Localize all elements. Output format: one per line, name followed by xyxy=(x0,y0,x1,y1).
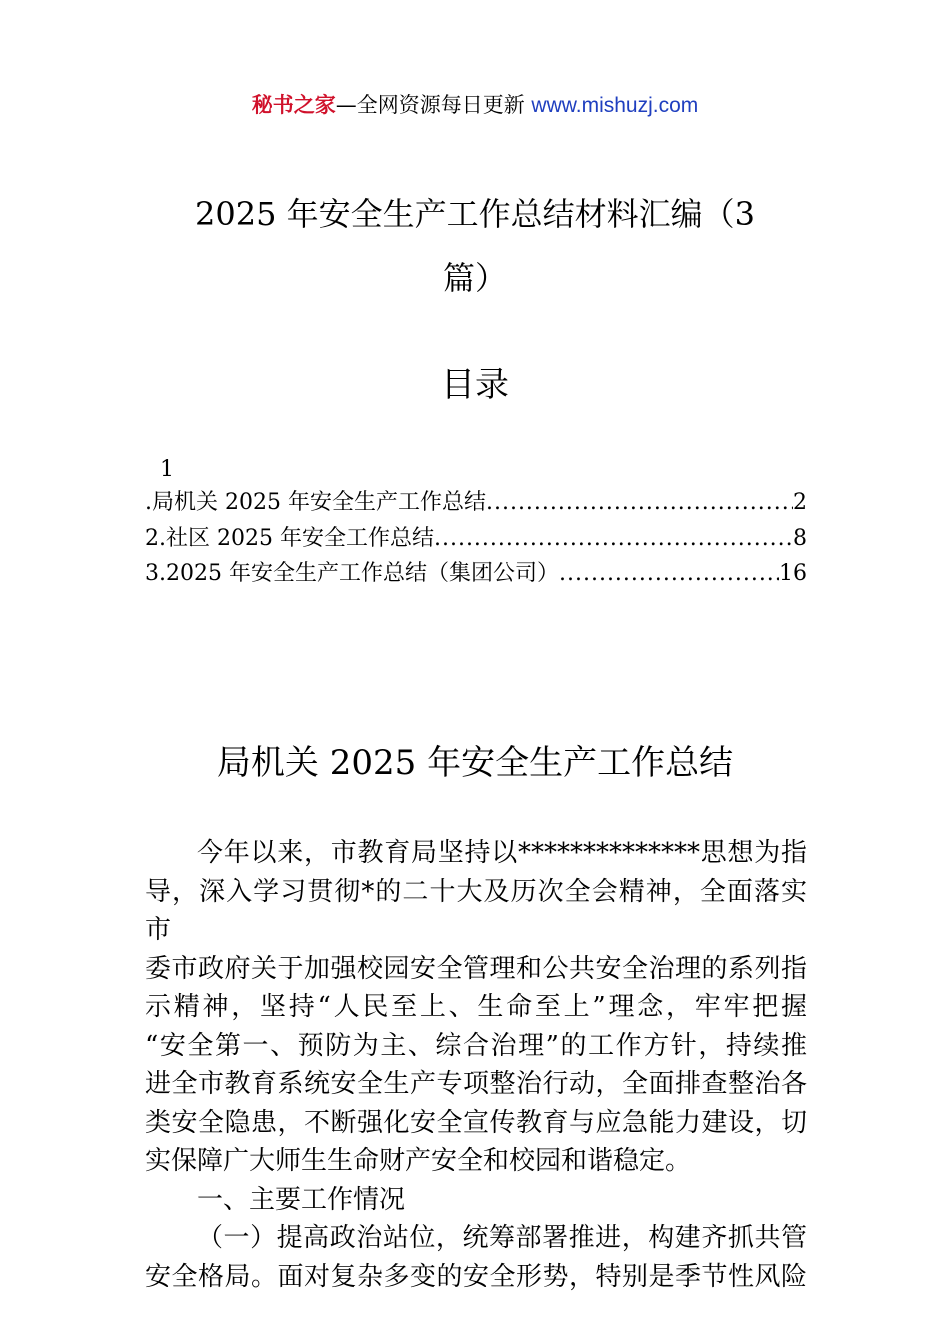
toc-entry-2[interactable] xyxy=(145,522,807,556)
toc-leader-dots xyxy=(486,486,793,520)
toc-entry-label: 3.2025 年安全生产工作总结（集团公司） xyxy=(145,561,559,586)
body-line: 类安全隐患，不断强化安全宣传教育与应急能力建设，切 xyxy=(145,1107,807,1138)
body-line: 安全格局。面对复杂多变的安全形势，特别是季节性风险 xyxy=(145,1261,807,1292)
toc-entry-page: 8 xyxy=(793,526,807,551)
section-title: 局机关 2025 年安全生产工作总结 xyxy=(216,743,734,783)
body-line: “安全第一、预防为主、综合治理”的工作方针，持续推 xyxy=(145,1030,807,1061)
banner-url-link[interactable]: www.mishuzj.com xyxy=(531,94,699,117)
body-line: 进全市教育系统安全生产专项整治行动，全面排查整治各 xyxy=(145,1069,807,1099)
toc-entry-1[interactable] xyxy=(145,486,807,520)
body-line: （一）提高政治站位，统筹部署推进，构建齐抓共管 xyxy=(197,1223,807,1253)
toc-entry-page: 2 xyxy=(793,490,807,515)
banner-tagline: —全网资源每日更新 xyxy=(335,93,525,117)
document-title-line-1: 2025 年安全生产工作总结材料汇编（3 xyxy=(195,195,755,233)
toc-entry-label: .局机关 2025 年安全生产工作总结 xyxy=(145,490,486,515)
toc-heading: 目录 xyxy=(441,365,509,405)
site-banner xyxy=(0,88,950,123)
subheading-line: 一、主要工作情况 xyxy=(197,1184,406,1215)
body-line: 导，深入学习贯彻*的二十大及历次全会精神，全面落实市 xyxy=(145,876,807,945)
document-title-line-2: 篇） xyxy=(442,259,507,297)
body-line: 委市政府关于加强校园安全管理和公共安全治理的系列指 xyxy=(145,953,807,984)
toc-entry-page: 16 xyxy=(779,561,807,586)
banner-brand: 秘书之家 xyxy=(251,93,336,117)
toc-lead-number: 1 xyxy=(160,457,174,482)
body-line: 实保障广大师生生命财产安全和校园和谐稳定。 xyxy=(145,1146,692,1176)
toc-leader-dots xyxy=(559,557,779,591)
section-body xyxy=(145,834,807,1296)
body-line: 今年以来，市教育局坚持以**************思想为指 xyxy=(197,838,807,868)
body-line: 示精神，坚持“人民至上、生命至上”理念，牢牢把握 xyxy=(145,992,807,1022)
toc-entry-3[interactable] xyxy=(145,557,807,591)
toc-entry-label: 2.社区 2025 年安全工作总结 xyxy=(145,526,434,551)
toc-leader-dots xyxy=(434,522,793,556)
